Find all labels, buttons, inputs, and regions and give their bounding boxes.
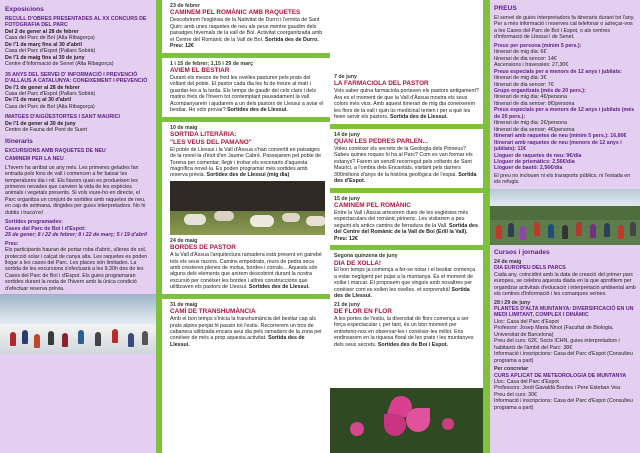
event-date: 10 de maig [170,124,198,131]
event-title: DIA DE XOLLA! [334,259,381,267]
price-row: Ascensions i travessies: 27,30€ [494,62,569,69]
course-lines [494,379,636,411]
green-divider-right [483,0,490,453]
price-row: Preus especials per a menors de 12 anys i jubilats: [494,68,623,75]
green-separator [162,53,330,58]
event-title: LA FARMACIOLA DEL PASTOR [334,80,429,88]
event-date: 15 de juny [334,195,360,202]
event-date: 1 i 15 de febrer; 1,15 i 29 de març [170,60,254,67]
event-body: A la Vall d'Àssua l'arquitectura ramadera està present en gairebé tots els seus racons. Camins empedrats, murs de pedra seca amb cresteres plenes de molsa, bordes i corrals... Aquests són alguns dels elements que anirem descobrint durant la nostra excursió per conèixer les bordes i altres construccions que utilitzaven els pastors de Llessui. Sortides des de Llessui. [170,252,322,291]
right-column [490,0,640,453]
green-separator [330,188,483,193]
event-date: 23 de febrer [170,3,201,9]
course-date: 24 de maig [494,258,522,265]
course-line: Informació i inscripcions: Casa del Parc d'Espot (Consulteu programa a part) [494,351,633,364]
course-line: Preu del curs: 62€. Socis ICHN, guies interpretadors i habitants de l'àmbit del Parc: 38€ [494,338,620,351]
price-list [494,43,636,172]
event-title: QUAN LES PEDRES PARLEN... [334,137,428,145]
course-title: DIA EUROPEU DELS PARCS [494,265,566,272]
price-row: Itinerari de mig dia: 6€ [494,49,547,56]
price-row: Itinerari amb raquetes de neu (menors de 12 anys i jubilats): 11€ [494,139,622,153]
event-date: 14 de juny [334,131,360,138]
event-title: CAMÍ DE TRANSHUMÀNCIA [170,308,256,316]
event-date: Segona quinzena de juny [334,253,398,260]
course-line: Professor: Josep Maria Ninot (Facultat de Biologia, Universitat de Barcelona) [494,325,614,338]
price-row: Lloguer de bastó: 2,56€/dia [494,165,563,172]
pink-flower-photo [330,388,483,453]
event-body: El poble de Llessui i la Vall d'Àssua s'han convertit en paisatges de la novel·la d'èxit d'en Jaume Cabré. Passejarem pel poble de Torena per comentar, llegir i trobar els escenaris d'aquesta magnífica novel·la. Es poden programar més sortides amb reserva prèvia. Sortides des de Llessui (mig dia) [170,146,322,179]
left-column [0,0,156,453]
price-row: Itinerari de mig dia: 2€/persona [494,120,568,127]
event-body: Vols saber quina farmaciola portaven els pastors antigament? Ara es el moment de que la Vall d'Àssua mostra els seus colors més vius. Amb aquest itinerari de mig dia coneixerem les flors de la vall i quin ús medicinal tenien i per a què les feien servir els pastors. Sortida des de Llessui. [334,88,479,121]
course-body: Cada any, coincidint amb la data de creació del primer parc europeu, se celebra aquesta diada en la que aprofitem per organitzar activitats d'educació i interpretació ambiental amb els centres d'informació i les comarques veïnes. [494,271,636,298]
expo2-line: De l'1 de març al 30 d'abril [5,97,72,104]
expo2-line: Casa del Parc d'Espot (Pallars Sobirà) [5,91,96,98]
green-separator [162,117,330,122]
preu-label: Preu: [5,240,19,247]
course-line: Preu del curs: 30€ [494,391,537,398]
event-date: 21 de juny [334,301,360,308]
event-title: CAMINEM PEL ROMÀNIC [334,201,411,209]
section-itineraris: Itineraris [5,137,33,145]
itin-subtitle: EXCURSIONS AMB RAQUETES DE NEU [5,147,106,154]
expo3-lines [5,121,151,134]
event-title-2: "LES VEUS DEL PAMANO" [170,138,252,146]
hikers-photo [490,189,640,245]
expo2-line: Casa del Parc de Boí (Alta Ribagorça) [5,103,95,110]
event-title: BORDES DE PASTOR [170,244,236,252]
event-date: 24 de maig [170,237,198,244]
price-row: Itinerari de dia sencer: 4€/persona [494,126,575,133]
price-row: Itinerari de dia sencer: 7€ [494,81,554,88]
expo1-title: RECULL D'OBRES PRESENTADES AL XX CONCURS DE FOTOGRAFIA DEL PARC [5,16,147,29]
expo2-title: 35 ANYS DEL SERVEI D' INFORMACIÓ I PREVENCIÓ D'ALLAUS A CATALUNYA: CONEIXEMENT I PREVENCIÓ [5,71,148,85]
price-row: Lloguer de raquetes de neu: 9€/dia [494,152,582,159]
event-date: 31 de maig [170,301,198,308]
course-date: Per concretar [494,366,529,373]
price-row: Itinerari de dia sencer: 8€/persona [494,100,575,107]
expo1-lines [5,29,151,68]
expo3-title: IMATGES D'AIGÜESTORTES I SANT MAURICI [5,114,120,121]
course-line: Lloc: Casa del Parc d'Espot [494,318,559,325]
event-title: CAMINEM PEL ROMÀNIC AMB RAQUETES [170,9,301,17]
event-body: Descobrirem l'església de la Nativitat de Durro i l'ermita de Sant Quirc amb unes raquetes de neu als peus mentre gaudim dels paisatges hivernals de la vall de Boí. Activitat coorganitzada amb el Centre del Romànic de la Vall de Boí. Sortida des de Durro. Preu: 12€ [170,17,323,50]
price-row: Itinerari de mig dia: 3€ [494,75,547,82]
green-separator [330,124,483,129]
expo1-line: Centre d'Informació de Senet (Alta Ribagorça) [5,61,114,68]
itin-body: L'hivern ha arribat un any més. Les primeres gelades fan entrada pels fons de vall i comencen a fer baixar les temperatures dia i nit. Els llavors quan es produeixen les primeres nevades que canvien la vida de les espècies animals i vegetals presents. Si vols viure-ho en directe, el Parc organitza un conjunt de sortides amb raquetes de neu, en cap de setmana, dirigides per guies interpretadors. No hi dubtis i truca'ns! [5,164,146,216]
event-body: Entre la Vall i Assua atresoren dues de les esglésies més espectaculars del romànic pirinenc. Les visitarem a peu seguint els antics camins de ferradura de la Vall. Sortida des del Centre del Romànic de la Vall de Boí (Erill la Vall). Preu: 12€ [334,209,478,242]
sheep-photo [170,181,325,235]
snowshoe-photo [0,294,156,354]
expo2-line: De l'1 de gener al 28 de febrer [5,84,80,91]
preus-note: El preu no inclouen ni els transports públics, ni l'estada en els refugis. [494,172,631,186]
price-row: Lloguer de prismàtics: 2,56€/dia [494,159,575,165]
price-row: Grups organitzats (més de 20 pers.): [494,88,586,95]
green-separator [162,294,330,299]
middle-column [162,0,330,453]
sortides-title: Sortides programades: [5,219,63,226]
middle-right-column [330,0,483,453]
price-row: Itinerari de mig dia: 4€/persona [494,94,568,101]
sortides-place: Cases del Parc de Boí i d'Espot: [5,225,86,232]
sortides-dates: 25 de gener; 8 i 22 de febrer; 8 i 22 de març; 5 i 19 d'abril [5,232,147,239]
expo3-line: Centre de Fauna del Pont de Suert [5,127,88,134]
expo2-lines [5,85,151,111]
expo1-line: Casa del Parc de Boí (Alta Ribagorça) [5,35,95,42]
section-cursos: Cursos i jornades [494,248,550,256]
expo1-line: De l'1 de març fins al 30 d'abril [5,41,83,48]
event-title: DE FLOR EN FLOR [334,308,392,316]
expo1-line: Del 2 de gener al 28 de febrer [5,28,79,35]
preus-intro: El servei de guies interpretadors fa itineraris durant tot l'any. Per a més informació i reserves cal telefonar o adreçar-vos a les Cases del Parc de Boí i Espot, o als centres d'informació de Llessui i de Senet. [494,15,635,41]
preu-body: Els participants hauran de portar roba d'abric, ulleres de sol, protecció solar i calçat de canya alta. Les raquetes es poden llogar a les cases del Parc. Les places són limitades. La sortida de les excursions s'efectuarà a les 9.30h des de les Cases del Parc de Boí i d'Espot. Els guies programaran sortides durant la resta de l'hivern amb la única condició d'efectuar reserva prèvia. [5,247,148,292]
price-row: Itinerari amb raquetes de neu (mínim 5 pers.): 16,80€ [494,133,627,140]
price-row: Preus especials per a menors de 12 anys i jubilats (més de 20 pers.): [494,107,635,120]
expo1-line: De l'1 de maig fins al 30 de juny [5,54,85,61]
section-exposicions: Exposicions [5,6,44,13]
course-line: Informació i inscripcions: Casa del Parc d'Espot (Consulteu programa a part) [494,398,633,411]
expo1-line: Casa del Parc d'Espot (Pallars Sobirà) [5,48,96,55]
course-title: CURS APLICAT DE METEOROLOGIA DE MUNTANYA [494,372,627,379]
expo3-line: De l'1 de gener al 30 de juny [5,120,76,127]
event-title: SORTIDA LITERÀRIA: [170,130,237,138]
event-body: Durant els mesos de fred les ovelles pasturen pels prats del voltant del poble. El pastor cada dia les fa de treure al matí i guardar-les a la tarda. Els temps de gaudir del cels clars i dels matins frets de l'hivern tot contemplant pausadament la vall. Acompanyarem i ajudarem a un dels pastors de Llessui a aviar el bestiar. Ho vols provar? Sortides des de Llessui. [170,74,324,114]
course-line: Professors: Jordi Gavaldà Bordes i Pere Esteban Vea [494,385,621,392]
course-title: PLANTES D'ALTA MUNTANYA: DIVERSIFICACIÓ EN UN MEDI LIMITANT, COMPLEX I DINÀMIC [494,306,634,319]
event-title: AVIEM EL BESTIAR [170,66,230,74]
green-separator [330,245,483,250]
price-row: Preus per persona (mínim 5 pers.): [494,42,582,49]
event-body: El bon temps ja comença a fer-se notar i el bestiar comença a estar negligent per pujar a la muntanya. És el moment de xollar i marcar. Et proposem que vinguis amb nosaltres per conèixer com es xollen les ovelles, et sorprendrà! Sortida des de Llessui. [334,267,476,300]
price-row: Itinerari de dia sencer: 14€ [494,55,557,62]
event-body: Voleu conèixer els secrets de la Geologia dels Pirineus? Sabeu quines roques hi ha al Parc? Com es van formar els estanys? Farem un senzill recorregut pels voltants de Sant Maurici, a l'ombra dels Encantats, visitant pels darrers 300milions d'anys de la història geològica de l'espai. Sortida des d'Espot. [334,145,477,185]
event-body: A les portes de l'estiu, la diversitat de flors comença a ser força espectacular i, per tant, és un bon moment per entretenir-nos en observar-les i conèixer-les millor. Ens endinsarem en la riquesa floral de les prats i les muntanyes dels seus secrets. Sortides des de Boí i Espot. [334,315,474,348]
course-lines [494,319,636,364]
course-date: 28 i 29 de juny [494,299,531,306]
course-line: Lloc: Casa del Parc d'Espot [494,379,559,385]
event-body: Amb el bon temps s'inicia la transhumància del bestiar cap als prats alpins penjat hi passin tot l'estiu. Recorrerem un tros de cabanera utilitzada encara avui dia pels ramaders de la zona per conèixer de més a prop aquesta activitat. Sortida des de Llessui. [170,316,322,348]
itin-subtitle-2: CAMINEM PER LA NEU [5,156,64,163]
event-date: 7 de juny [334,74,357,80]
section-preus: PREUS [494,5,517,12]
